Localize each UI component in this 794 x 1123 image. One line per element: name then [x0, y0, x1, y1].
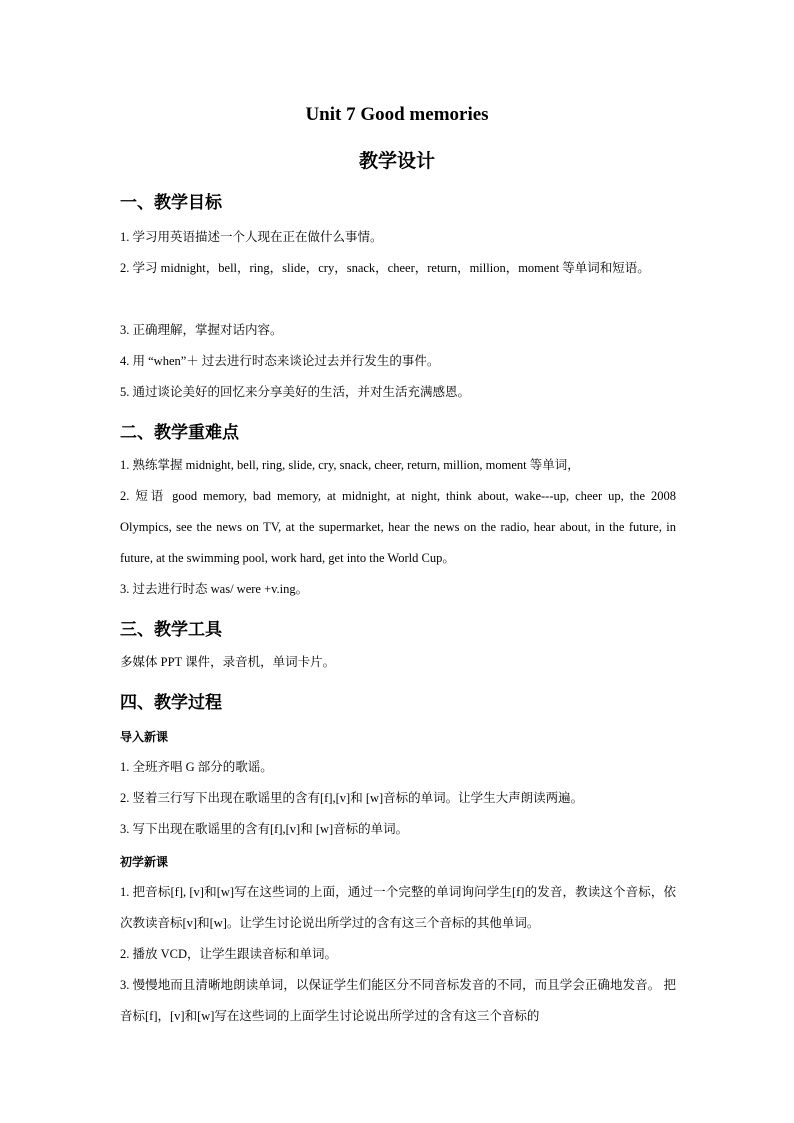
- document-subtitle: 教学设计: [358, 151, 435, 172]
- section-heading-key-points: 二、教学重难点: [120, 423, 239, 443]
- list-item: 1. 学习用英语描述一个人现在正在做什么事情。: [120, 230, 383, 244]
- list-item: 1. 全班齐唱 G 部分的歌谣。: [120, 760, 273, 774]
- subsection-label-new-lesson: 初学新课: [120, 855, 169, 869]
- list-item: 1. 熟练掌握 midnight, bell, ring, slide, cry, snack, cheer, return, million, moment 等单词，: [120, 458, 580, 472]
- list-item: 3. 慢慢地而且清晰地朗读单词，以保证学生们能区分不同音标发音的不同，而且学会正确地发音。 把音标[f]，[v]和[w]写在这些词的上面学生讨论说出所学过的含有这三个音标的: [120, 978, 676, 1023]
- list-item: 1. 把音标[f], [v]和[w]写在这些词的上面，通过一个完整的单词询问学生[f]的发音，教读这个音标，依次教读音标[v]和[w]。让学生讨论说出所学过的含有这三个音标的其他单词。: [120, 885, 676, 930]
- list-item: 多媒体 PPT 课件，录音机，单词卡片。: [120, 655, 336, 669]
- list-item: 2. 学习 midnight，bell，ring，slide，cry，snack，cheer，return，million，moment 等单词和短语。: [120, 261, 650, 275]
- list-item: 2. 短语 good memory, bad memory, at midnight, at night, think about, wake---up, cheer up, the 2008 Olympics, see the news on TV, at the supermarket, hear the news on the radio, hear about, in the future, in future, at the swimming pool, work hard, get into the World Cup。: [120, 489, 676, 565]
- subsection-label-intro: 导入新课: [120, 730, 169, 744]
- list-item: 2. 播放 VCD，让学生跟读音标和单词。: [120, 947, 338, 961]
- section-heading-process: 四、教学过程: [120, 693, 222, 713]
- list-item: 3. 写下出现在歌谣里的含有[f],[v]和 [w]音标的单词。: [120, 822, 409, 836]
- list-item: 3. 过去进行时态 was/ were +v.ing。: [120, 582, 309, 596]
- list-item: 4. 用 “when”＋ 过去进行时态来谈论过去并行发生的事件。: [120, 354, 440, 368]
- list-item: 2. 竖着三行写下出现在歌谣里的含有[f],[v]和 [w]音标的单词。让学生大声朗读两遍。: [120, 791, 584, 805]
- list-item: 5. 通过谈论美好的回忆来分享美好的生活，并对生活充满感恩。: [120, 385, 471, 399]
- section-heading-objectives: 一、教学目标: [120, 193, 222, 213]
- document-title: Unit 7 Good memories: [305, 104, 489, 125]
- list-item: 3. 正确理解，掌握对话内容。: [120, 323, 283, 337]
- section-heading-tools: 三、教学工具: [120, 620, 222, 640]
